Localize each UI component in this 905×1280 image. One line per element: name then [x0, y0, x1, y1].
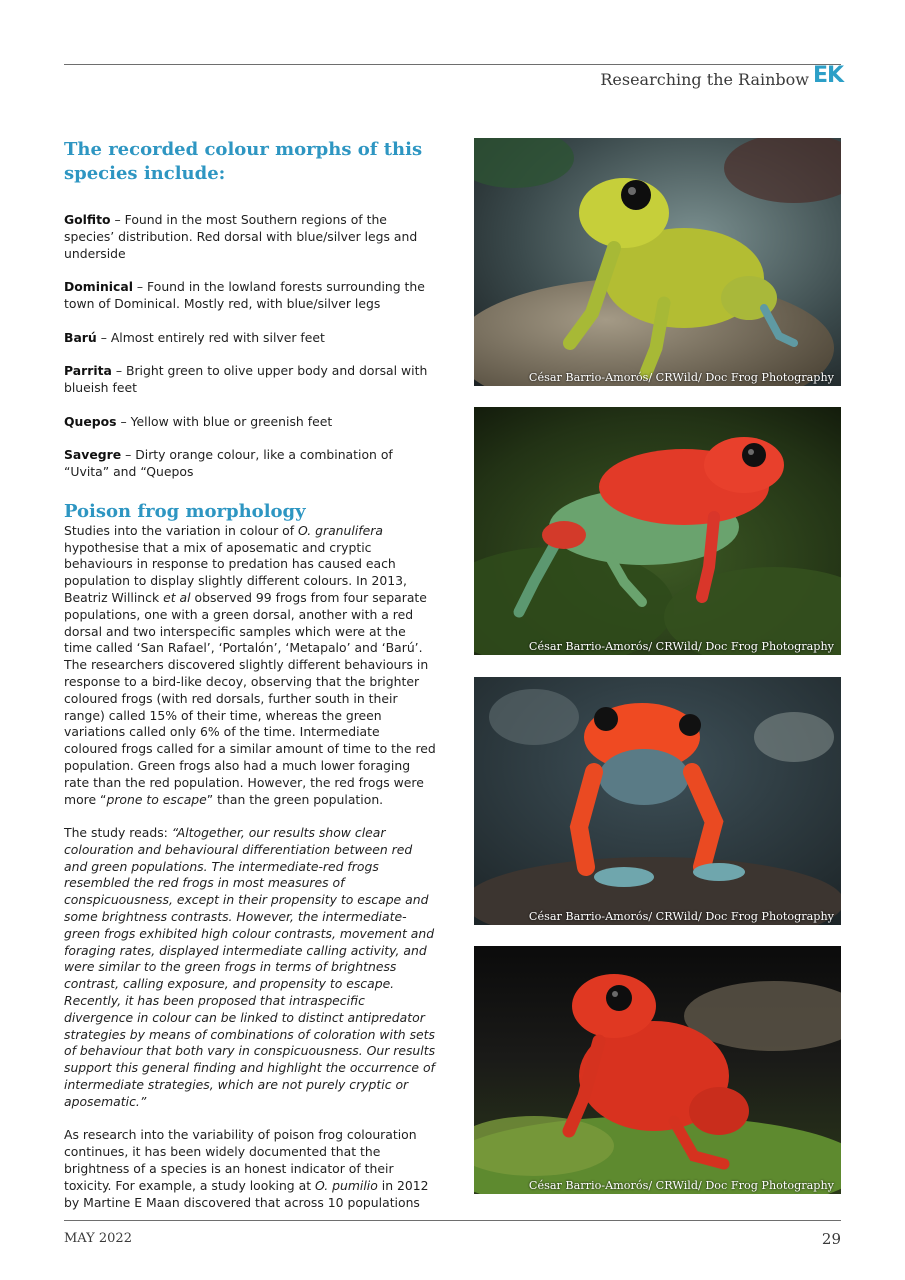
morph-item-quepos — [64, 414, 436, 431]
text-column — [64, 138, 436, 1228]
text-run: The study reads: — [64, 825, 172, 841]
frog-illustration — [474, 677, 841, 925]
morph-item-parrita — [64, 363, 436, 397]
photo-credit: César Barrio-Amorós/ CRWild/ Doc Frog Photography — [528, 1179, 834, 1192]
morph-description: – Found in the lowland forests surrounding the town of Dominical. Mostly red, with blue/silver legs — [64, 279, 425, 311]
frog-illustration — [474, 946, 841, 1194]
morph-description: – Yellow with blue or greenish feet — [116, 413, 333, 429]
page-number: 29 — [821, 1230, 841, 1248]
frog-illustration — [474, 138, 841, 386]
morphs-heading: The recorded colour morphs of this species include: — [64, 139, 423, 184]
morph-item-dominical — [64, 279, 436, 313]
species-name: O. pumilio — [315, 1177, 378, 1193]
species-name: O. granulifera — [298, 522, 383, 538]
morphology-paragraph-3 — [64, 1127, 436, 1211]
frog-illustration — [474, 407, 841, 655]
morphology-heading: Poison frog morphology — [64, 500, 306, 522]
header-rule — [64, 64, 841, 65]
morphology-paragraph-2 — [64, 825, 436, 1111]
text-run: ” than the green population. — [206, 791, 384, 807]
morph-item-savegre — [64, 447, 436, 481]
morph-name: Quepos — [64, 413, 117, 429]
morph-description: – Bright green to olive upper body and dorsal with blueish feet — [64, 363, 428, 395]
morph-name: Savegre — [64, 447, 122, 463]
morph-item-baru — [64, 330, 436, 347]
photo-credit: César Barrio-Amorós/ CRWild/ Doc Frog Photography — [528, 640, 834, 653]
quoted-phrase: prone to escape — [106, 791, 207, 807]
study-quote: “Altogether, our results show clear colouration and behavioural differentiation between red and green populations. The intermediate-red frogs resembled the red frogs in most measures of conspicuousness, except in their propensity to escape and some brightness contrasts. However, the intermediate-green frogs exhibited high colour contrasts, movement and foraging rates, displayed intermediate calling activity, and were similar to the green frogs in terms of brightness contrast, calling exposure, and propensity to escape. Recently, it has been proposed that intraspecific divergence in colour can be linked to distinct antipredator strategies by means of combinations of coloration with sets of behaviour that both vary in conspicuousness. Our results support this general finding and highlight the occurrence of intermediate strategies, which are not purely cryptic or aposematic.” — [64, 825, 436, 1109]
frog-photo-red-green — [474, 407, 841, 655]
text-run: As research into the variability of poison frog colouration continues, it has been widely documented that the brightness of a species is an honest indicator of their toxicity. For example, a study looking at — [64, 1127, 417, 1193]
frog-photo-red-sitting — [474, 946, 841, 1194]
magazine-logo: EK — [813, 63, 844, 88]
photo-credit: César Barrio-Amorós/ CRWild/ Doc Frog Photography — [528, 371, 834, 384]
morph-description: – Almost entirely red with silver feet — [96, 329, 325, 345]
text-run: hypothesise that a mix of aposematic and cryptic behaviours in response to predation has caused each population to display slightly different colours. In 2013, Beatriz Willinck — [64, 539, 407, 605]
morph-item-golfito — [64, 212, 436, 262]
morph-description: – Found in the most Southern regions of the species’ distribution. Red dorsal with blue/silver legs and underside — [64, 212, 418, 261]
morph-name: Dominical — [64, 279, 133, 295]
frog-photo-orange-front — [474, 677, 841, 925]
et-al: et al — [163, 589, 191, 605]
text-run: in 2012 by Martine E Maan discovered that across 10 populations — [64, 1177, 429, 1210]
frog-photo-yellow-green — [474, 138, 841, 386]
morph-name: Parrita — [64, 363, 112, 379]
running-header: Researching the Rainbow — [600, 70, 809, 89]
photo-credit: César Barrio-Amorós/ CRWild/ Doc Frog Photography — [528, 910, 834, 923]
morph-name: Barú — [64, 329, 97, 345]
morphology-paragraph-1 — [64, 523, 436, 809]
text-run: observed 99 frogs from four separate populations, one with a green dorsal, another with a red dorsal and two interspecific samples which were at the time called ‘San Rafael’, ‘Portalón’, ‘Metapalo’ and ‘Barú’. The researchers discovered slightly different behaviours in response to a bird-like decoy, observing that the brighter coloured frogs (with red dorsals, further south in their range) called 15% of their time, whereas the green variations called only 6% of the time. Intermediate coloured frogs called for a similar amount of time to the red population. Green frogs also had a much lower foraging rate than the red population. However, the red frogs were more “ — [64, 589, 436, 807]
text-run: Studies into the variation in colour of — [64, 522, 298, 538]
morph-name: Golfito — [64, 212, 111, 227]
morph-description: – Dirty orange colour, like a combination of “Uvita” and “Quepos — [64, 447, 393, 479]
footer-rule — [64, 1220, 841, 1221]
issue-date: MAY 2022 — [64, 1231, 132, 1246]
